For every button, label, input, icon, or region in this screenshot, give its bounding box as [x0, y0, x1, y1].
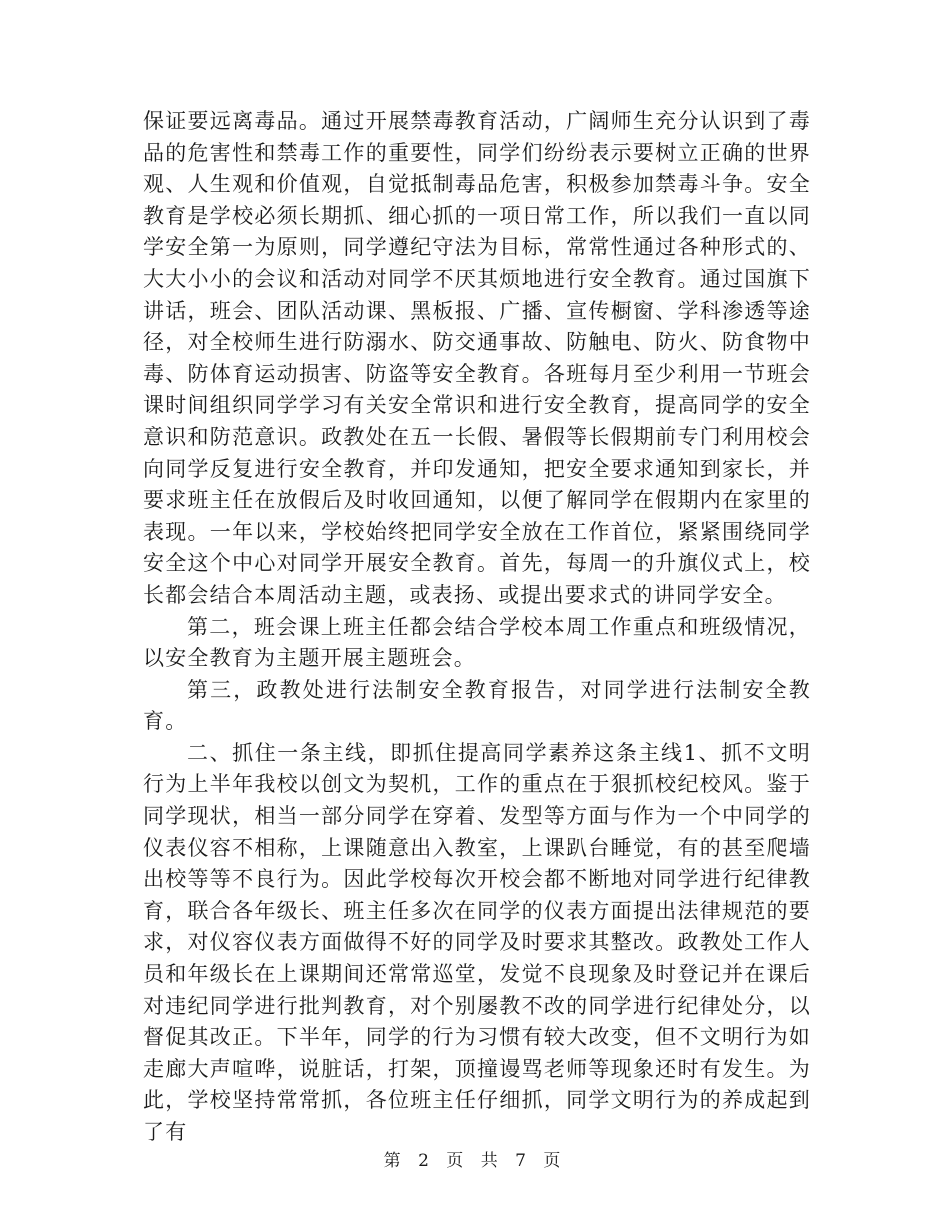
paragraph-third-point: 第三，政教处进行法制安全教育报告，对同学进行法制安全教育。: [143, 677, 811, 734]
paragraph-safety-education: 保证要远离毒品。通过开展禁毒教育活动，广阔师生充分认识到了毒品的危害性和禁毒工作的重要性，同学们纷纷表示要树立正确的世界观、人生观和价值观，自觉抵制毒品危害，积极参加禁毒斗争。安全教育是学校必须长期抓、细心抓的一项日常工作，所以我们一直以同学安全第一为原则，同学遵纪守法为目标，常常性通过各种形式的、大大小小的会议和活动对同学不厌其烦地进行安全教育。通过国旗下讲话，班会、团队活动课、黑板报、广播、宣传橱窗、学科渗透等途径，对全校师生进行防溺水、防交通事故、防触电、防火、防食物中毒、防体育运动损害、防盗等安全教育。各班每月至少利用一节班会课时间组织同学学习有关安全常识和进行安全教育，提高同学的安全意识和防范意识。政教处在五一长假、暑假等长假期前专门利用校会向同学反复进行安全教育，并印发通知，把安全要求通知到家长，并要求班主任在放假后及时收回通知，以便了解同学在假期内在家里的表现。一年以来，学校始终把同学安全放在工作首位，紧紧围绕同学安全这个中心对同学开展安全教育。首先，每周一的升旗仪式上，校长都会结合本周活动主题，或表扬、或提出要求式的讲同学安全。: [143, 109, 811, 607]
paragraph-main-line: 二、抓住一条主线，即抓住提高同学素养这条主线1、抓不文明行为上半年我校以创文为契机，工作的重点在于狠抓校纪校风。鉴于同学现状，相当一部分同学在穿着、发型等方面与作为一个中同学的仪表仪容不相称，上课随意出入教室，上课趴台睡觉，有的甚至爬墙出校等等不良行为。因此学校每次开校会都不断地对同学进行纪律教育，联合各年级长、班主任多次在同学的仪表方面提出法律规范的要求，对仪容仪表方面做得不好的同学及时要求其整改。政教处工作人员和年级长在上课期间还常常巡堂，发觉不良现象及时登记并在课后对违纪同学进行批判教育，对个别屡教不改的同学进行纪律处分，以督促其改正。下半年，同学的行为习惯有较大改变，但不文明行为如走廊大声喧哗，说脏话，打架，顶撞谩骂老师等现象还时有发生。为此，学校坚持常常抓，各位班主任仔细抓，同学文明行为的养成起到了有: [143, 740, 811, 1144]
page-number-footer: 第 2 页 共 7 页: [383, 1151, 567, 1171]
document-body: [143, 106, 811, 1149]
paragraph-second-point: 第二，班会课上班主任都会结合学校本周工作重点和班级情况，以安全教育为主题开展主题班会。: [143, 614, 811, 671]
